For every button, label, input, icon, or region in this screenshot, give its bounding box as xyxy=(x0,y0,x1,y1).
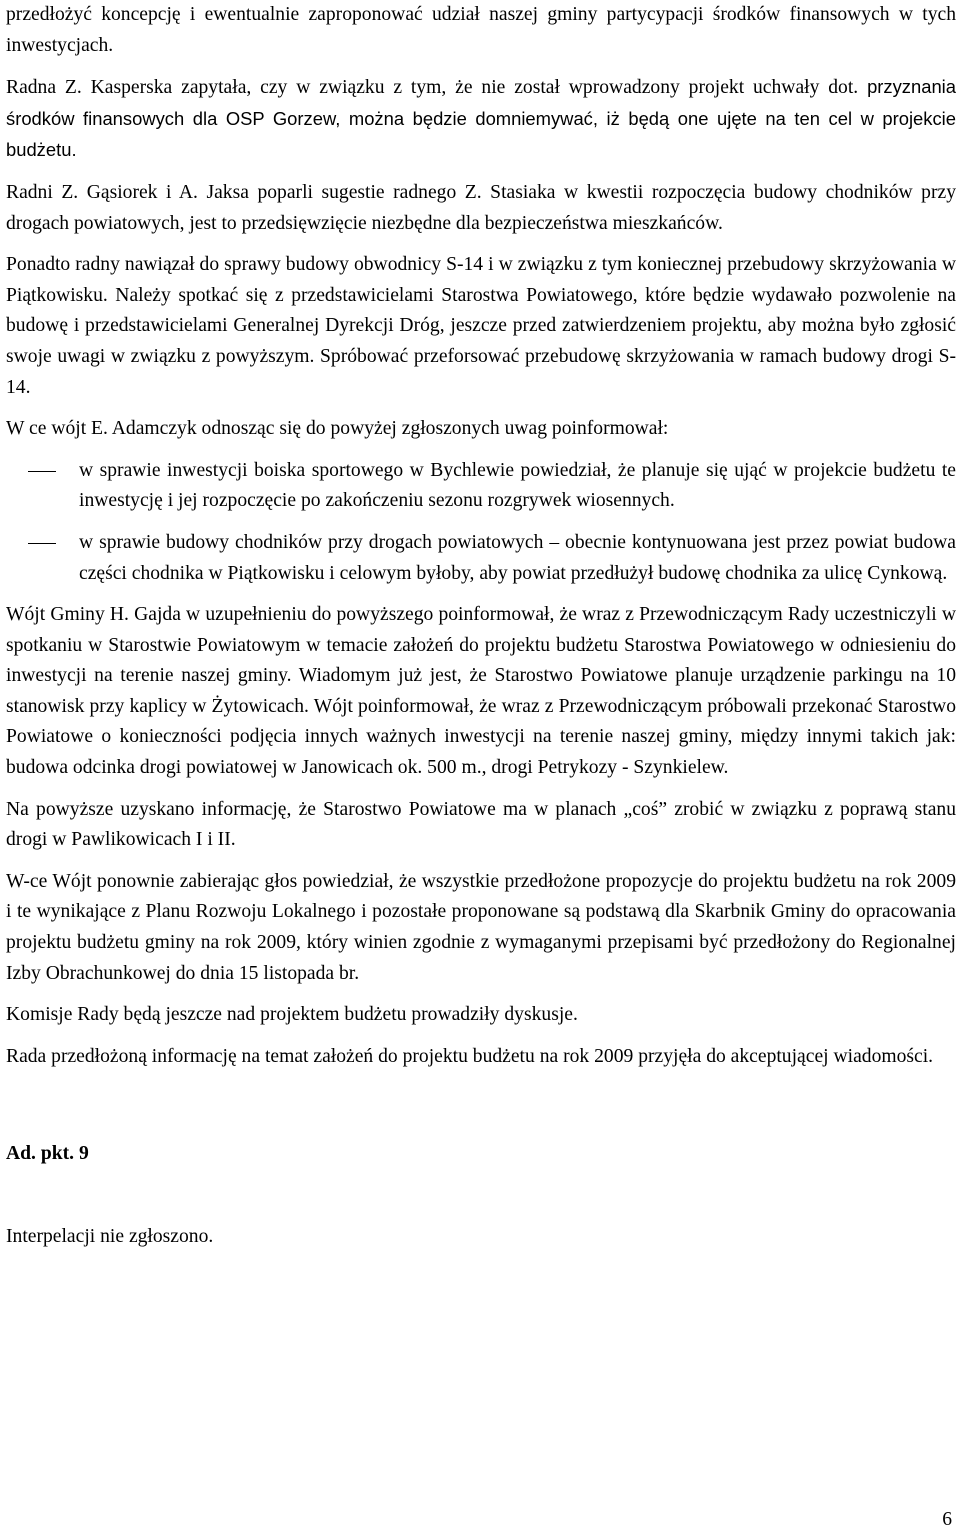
paragraph-kasperska xyxy=(6,72,956,167)
paragraph-radni: Radni Z. Gąsiorek i A. Jaksa poparli sugestie radnego Z. Stasiaka w kwestii rozpoczęcia budowy chodników przy drogach powiatowych, jest to przedsięwzięcie niezbędne dla bezpieczeństwa mieszkańców. xyxy=(6,181,956,234)
page-number: 6 xyxy=(942,1509,952,1530)
list-item xyxy=(6,528,956,589)
paragraph-kasperska-part2: przyznania środków finansowych dla OSP Gorzew, można będzie domniemywać, iż będą one ujęte na ten cel w projekcie budżetu. xyxy=(6,76,956,161)
document-page xyxy=(6,0,956,1253)
paragraph-wojt-intro: W ce wójt E. Adamczyk odnosząc się do powyżej zgłoszonych uwag poinformował: xyxy=(6,418,669,440)
section-text: Interpelacji nie zgłoszono. xyxy=(6,1226,214,1247)
paragraph-pawlikowice: Na powyższe uzyskano informację, że Starostwo Powiatowe ma w planach „coś” zrobić w związku z poprawą stanu drogi w Pawlikowicach I i II. xyxy=(6,798,956,851)
paragraph-komisje: Komisje Rady będą jeszcze nad projektem budżetu prowadziły dyskusje. xyxy=(6,1004,578,1026)
list-item-text: w sprawie inwestycji boiska sportowego w Bychlewie powiedział, że planuje się ująć w projekcie budżetu te inwestycję i jej rozpoczęcie po zakończeniu sezonu rozgrywek wiosennych. xyxy=(79,459,956,512)
dash-bullet-icon xyxy=(28,543,56,544)
paragraph-gajda: Wójt Gminy H. Gajda w uzupełnieniu do powyższego poinformował, że wraz z Przewodniczącym Rady uczestniczyli w spotkaniu w Starostwie Powiatowym w temacie założeń do projektu budżetu Starostwa Powiatowego w odniesieniu do inwestycji na terenie naszej gminy. Wiadomym już jest, że Starostwo Powiatowe planuje urządzenie parkingu na 10 stanowisk przy kaplicy w Żytowicach. Wójt poinformował, że wraz z Przewodniczącym próbowali przekonać Starostwo Powiatowe o konieczności podjęcia innych ważnych inwestycji na terenie naszej gminy, między innymi takich jak: budowa odcinka drogi powiatowej w Janowicach ok. 500 m., drogi Petrykozy - Szynkielew. xyxy=(6,604,956,779)
paragraph-rada: Rada przedłożoną informację na temat założeń do projektu budżetu na rok 2009 przyjęła do akceptującej wiadomości. xyxy=(6,1045,934,1067)
paragraph-obwodnica: Ponadto radny nawiązał do sprawy budowy obwodnicy S-14 i w związku z tym koniecznej przebudowy skrzyżowania w Piątkowisku. Należy spotkać się z przedstawicielami Starostwa Powiatowego, które będzie wydawało pozwolenie na budowę i przedstawicielami Generalnej Dyrekcji Dróg, jeszcze przed zatwierdzeniem projektu, aby można było zgłosić swoje uwagi w związku z powyższym. Spróbować przeforsować przebudowę skrzyżowania w ramach budowy drogi S-14. xyxy=(6,254,956,398)
paragraph-wce-wojt: W-ce Wójt ponownie zabierając głos powiedział, że wszystkie przedłożone propozycje do projektu budżetu na rok 2009 i te wynikające z Planu Rozwoju Lokalnego i pozostałe proponowane są podstawą dla Skarbnik Gminy do opracowania projektu budżetu gminy na rok 2009, który winien zgodnie z wymaganymi przepisami być przedłożony do Regionalnej Izby Obrachunkowej do dnia 15 listopada br. xyxy=(6,870,956,984)
paragraph-kasperska-part1: Radna Z. Kasperska zapytała, czy w związku z tym, że nie został wprowadzony projekt uchwały dot. xyxy=(6,77,868,99)
section-heading: Ad. pkt. 9 xyxy=(6,1143,89,1165)
dash-list xyxy=(6,456,956,589)
list-item-text: w sprawie budowy chodników przy drogach powiatowych – obecnie kontynuowana jest przez powiat budowa części chodnika w Piątkowisku i celowym byłoby, aby powiat przedłużył budowę chodnika za ulicę Cynkową. xyxy=(79,531,956,584)
list-item xyxy=(6,456,956,517)
paragraph-intro: przedłożyć koncepcję i ewentualnie zaproponować udział naszej gminy partycypacji środków finansowych w tych inwestycjach. xyxy=(6,4,956,56)
dash-bullet-icon xyxy=(28,471,56,472)
